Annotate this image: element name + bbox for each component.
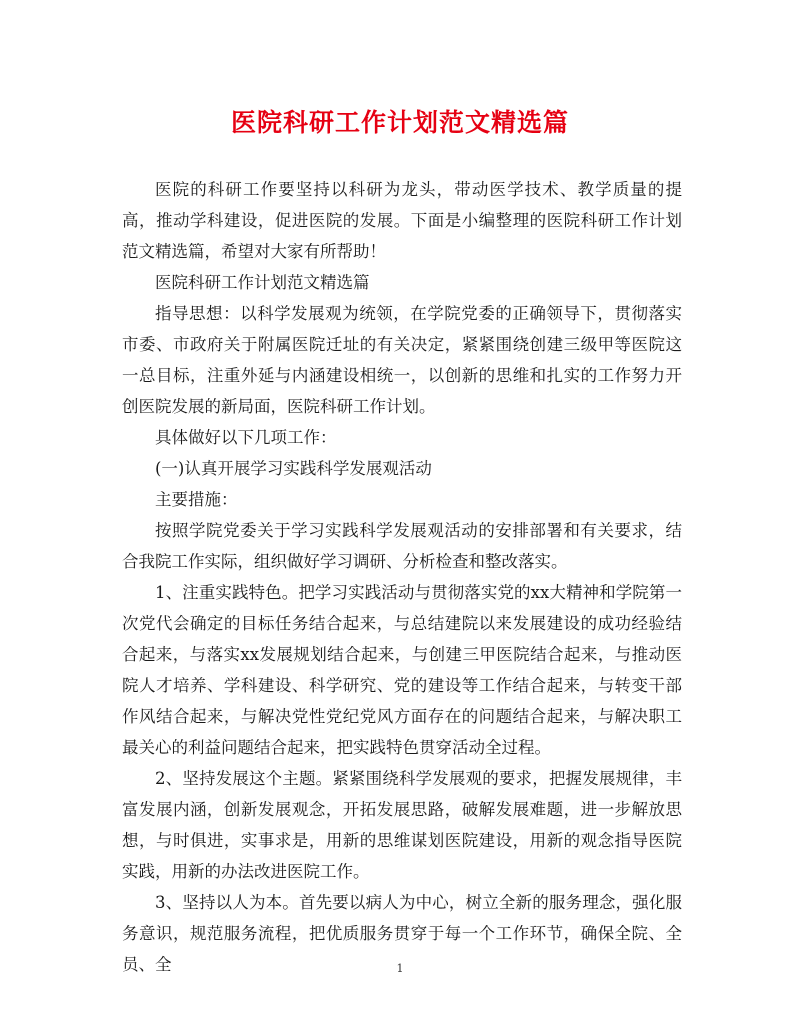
intro-paragraph: 医院的科研工作要坚持以科研为龙头，带动医学技术、教学质量的提高，推动学科建设，促进医院的发展。下面是小编整理的医院科研工作计划范文精选篇，希望对大家有所帮助！ — [122, 180, 682, 261]
page-number: 1 — [396, 962, 404, 975]
item-1-paragraph: 1、注重实践特色。把学习实践活动与贯彻落实党的xx大精神和学院第一次党代会确定的目标任务结合起来，与总结建院以来发展建设的成功经验结合起来，与落实xx发展规划结合起来，与创建三甲医院结合起来，与推动医院人才培养、学科建设、科学研究、党的建设等工作结合起来，与转变干部作风结合起来，与解决党性党纪党风方面存在的问题结合起来，与解决职工最关心的利益问题结合起来，把实践特色贯穿活动全过程。 — [122, 583, 682, 757]
section-one-heading: (一)认真开展学习实践科学发展观活动 — [155, 459, 432, 478]
item-3-paragraph: 3、坚持以人为本。首先要以病人为中心，树立全新的服务理念，强化服务意识，规范服务流程，把优质服务贯穿于每一个工作环节，确保全院、全员、全 — [122, 893, 682, 974]
arrangement-paragraph: 按照学院党委关于学习实践科学发展观活动的安排部署和有关要求，结合我院工作实际，组织做好学习调研、分析检查和整改落实。 — [122, 521, 682, 571]
tasks-intro-paragraph: 具体做好以下几项工作： — [155, 428, 337, 447]
measures-heading: 主要措施： — [155, 490, 238, 509]
document-body — [122, 174, 682, 980]
document-title: 医院科研工作计划范文精选篇 — [230, 108, 569, 137]
guiding-thought-paragraph: 指导思想：以科学发展观为统领，在学院党委的正确领导下，贯彻落实市委、市政府关于附属医院迁址的有关决定，紧紧围绕创建三级甲等医院这一总目标，注重外延与内涵建设相统一，以创新的思维和扎实的工作努力开创医院发展的新局面，医院科研工作计划。 — [122, 304, 682, 416]
subtitle-paragraph: 医院科研工作计划范文精选篇 — [155, 273, 370, 292]
item-2-paragraph: 2、坚持发展这个主题。紧紧围绕科学发展观的要求，把握发展规律，丰富发展内涵，创新发展观念，开拓发展思路，破解发展难题，进一步解放思想，与时俱进，实事求是，用新的思维谋划医院建设，用新的观念指导医院实践，用新的办法改进医院工作。 — [122, 769, 682, 881]
